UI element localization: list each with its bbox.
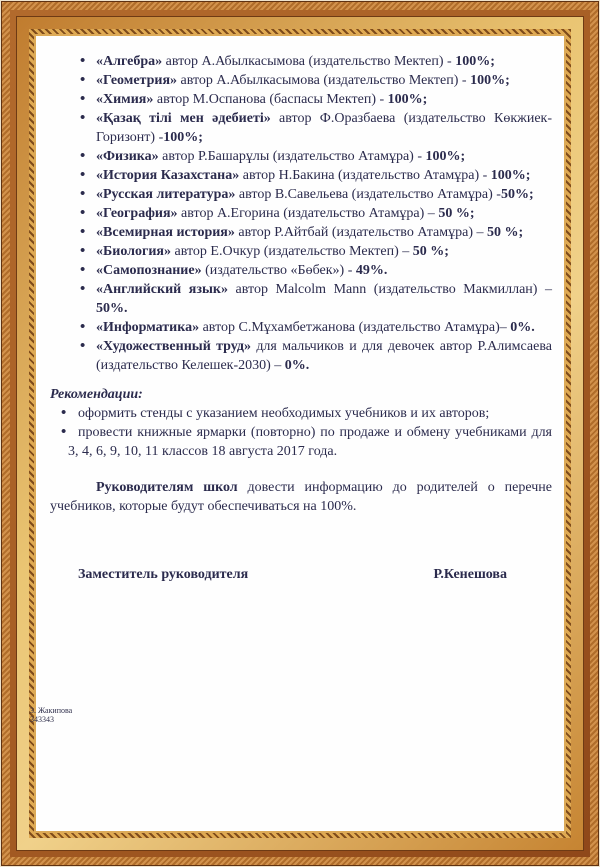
frame-outer-line [1, 1, 599, 866]
book-item [50, 166, 552, 185]
book-item [50, 90, 552, 109]
executor-number: 343343 [30, 715, 54, 724]
book-title: «Химия» [96, 92, 154, 107]
book-percent: 50 %; [486, 225, 524, 240]
book-title: «Қазақ тілі мен әдебиеті» [96, 111, 271, 126]
book-title: «Английский язык» [96, 282, 228, 297]
book-text: автор Н.Бакина (издательство Атамұра) - [239, 168, 491, 183]
book-text: автор Р.Айтбай (издательство Атамұра) – [234, 225, 487, 240]
book-title: «Биология» [96, 244, 171, 259]
book-title: «Русская литература» [96, 187, 236, 202]
book-item [50, 261, 552, 280]
document-page [30, 36, 564, 831]
book-text: автор В.Савельева (издательство Атамұра) - [235, 187, 501, 202]
book-title: «Информатика» [96, 320, 200, 335]
book-item [50, 52, 552, 71]
recommendation-item: • провести книжные ярмарки (повторно) по продаже и обмену учебниками для 3, 4, 6, 9, 10, 11 классов 18 августа 2017 года. [50, 423, 552, 461]
book-text: автор М.Оспанова (баспасы Мектеп) - [153, 92, 388, 107]
signature-title: Заместитель руководителя [78, 567, 249, 582]
executor-note [30, 706, 72, 724]
book-text: автор А.Егорина (издательство Атамұра) – [177, 206, 439, 221]
book-item [50, 204, 552, 223]
frame-hatch-band [2, 2, 598, 865]
book-title: «Геометрия» [96, 73, 178, 88]
executor-name: З. Жакипова [30, 706, 73, 715]
book-text: автор Ф.Оразбаева (издательство Көкжиек-Горизонт) - [96, 111, 552, 145]
book-title: «История Казахстана» [96, 168, 240, 183]
book-text: автор А.Абылкасымова (издательство Мектеп) - [177, 73, 471, 88]
book-item [50, 223, 552, 242]
book-item [50, 147, 552, 166]
closing-rest: довести информацию до родителей о перечне учебников, которые будут обеспечиваться на 100%. [50, 480, 552, 514]
book-percent: 100%; [455, 54, 495, 69]
book-item [50, 109, 552, 147]
closing-lead: Руководителям школ [96, 480, 238, 495]
book-text: для мальчиков и для девочек автор Р.Алимсаева (издательство Келешек-2030) – [96, 339, 552, 373]
frame-inner-line [16, 16, 584, 851]
signature-row [50, 565, 552, 584]
book-percent: 50 %; [438, 206, 475, 221]
book-percent: 100%; [387, 92, 428, 107]
rec-list [50, 404, 552, 461]
book-item [50, 242, 552, 261]
book-item [50, 318, 552, 337]
frame-gold-edge [30, 34, 566, 833]
book-item [50, 71, 552, 90]
frame-brown-band [10, 10, 590, 857]
book-title: «Физика» [96, 149, 159, 164]
book-title: «Самопознание» [96, 263, 202, 278]
book-title: «Художественный труд» [96, 339, 251, 354]
book-percent: 100%; [470, 73, 510, 88]
book-title: «Всемирная история» [96, 225, 235, 240]
book-percent: 0%. [510, 320, 535, 335]
book-percent: 100%; [425, 149, 466, 164]
closing-paragraph [50, 478, 552, 516]
book-title: «География» [96, 206, 178, 221]
book-text: автор Р.Башарұлы (издательство Атамұра) - [158, 149, 426, 164]
book-text: (издательство «Бөбек») - [201, 263, 356, 278]
book-percent: 50%; [500, 187, 534, 202]
book-list [50, 52, 552, 375]
book-percent: 49%. [355, 263, 388, 278]
book-percent: 50 %; [412, 244, 449, 259]
book-percent: 100%; [490, 168, 531, 183]
frame-gold-band [17, 17, 583, 850]
book-item [50, 337, 552, 375]
book-percent: 0%. [284, 358, 310, 373]
book-percent: 100%; [163, 130, 203, 145]
recommendations-heading: Рекомендации: [50, 387, 143, 402]
frame-dentil-band [29, 29, 571, 838]
book-text: автор Е.Очкур (издательство Мектеп) – [171, 244, 413, 259]
recommendation-item: • оформить стенды с указанием необходимых учебников и их авторов; [50, 404, 552, 423]
book-title: «Алгебра» [96, 54, 163, 69]
book-item [50, 280, 552, 318]
book-text: автор А.Абылкасымова (издательство Мектеп) - [162, 54, 456, 69]
book-text: автор С.Мұхамбетжанова (издательство Атамұра)– [199, 320, 511, 335]
book-percent: 50%. [96, 301, 128, 316]
book-text: автор Malcolm Mann (издательство Макмиллан) – [227, 282, 553, 297]
book-item [50, 185, 552, 204]
signature-name: Р.Кенешова [433, 567, 507, 582]
